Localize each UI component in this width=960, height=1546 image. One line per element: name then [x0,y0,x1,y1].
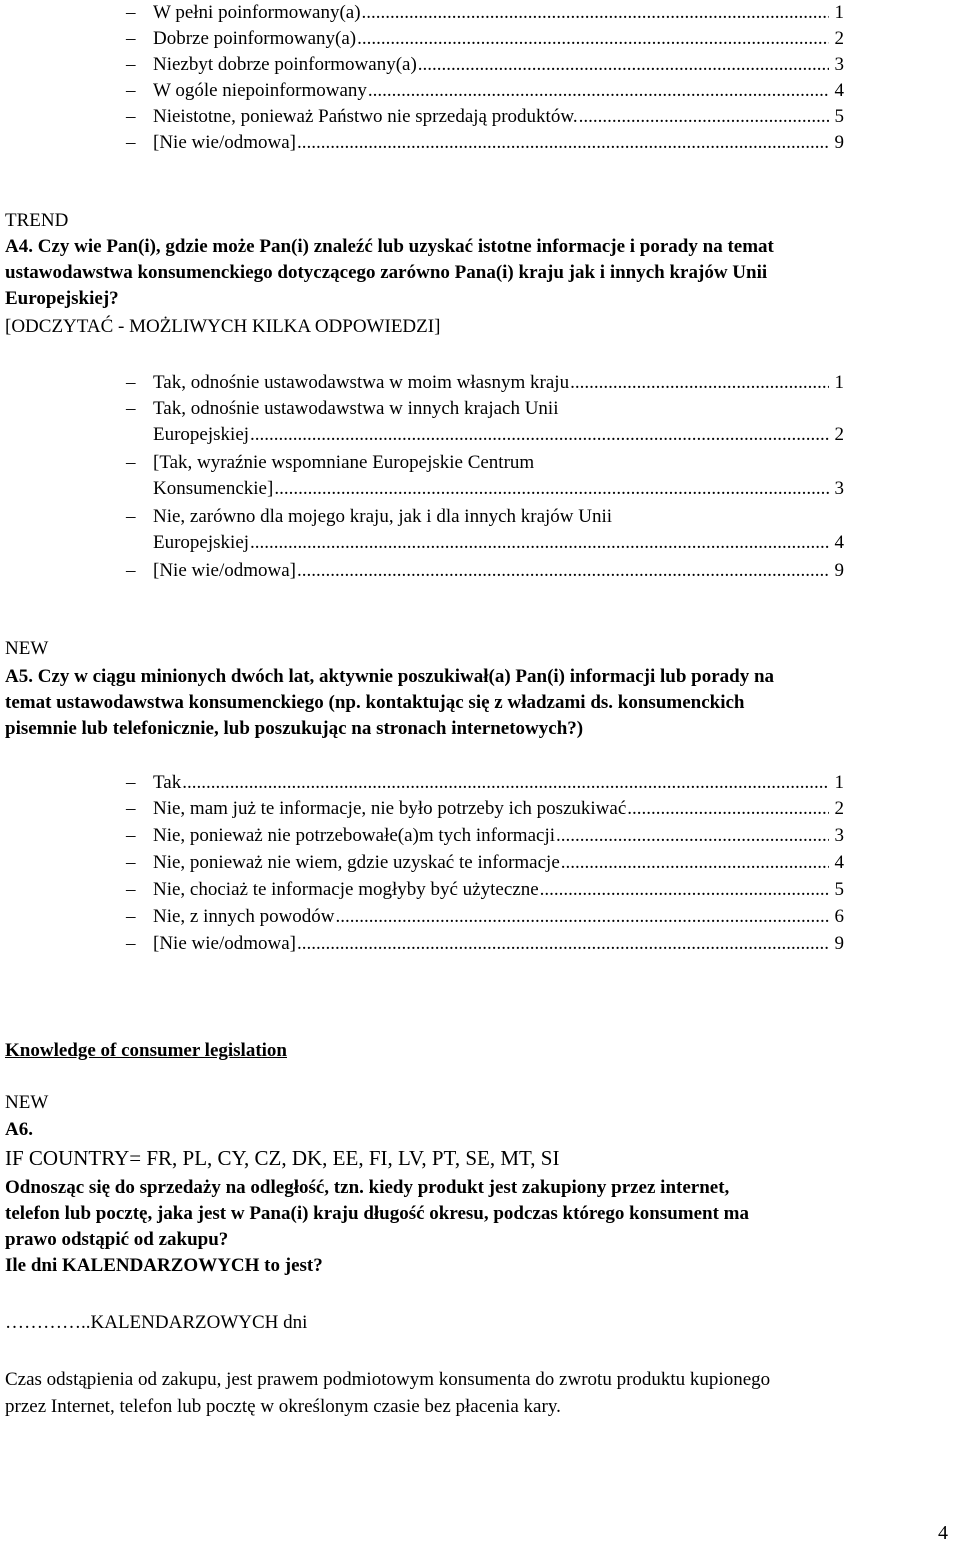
bullet-dash: – [126,879,136,900]
bullet-dash: – [126,852,136,873]
bullet-dash: – [126,452,136,473]
question-line: temat ustawodawstwa konsumenckiego (np. kontaktując się z władzami ds. konsumenckich [5,692,745,713]
bullet-dash: – [126,798,136,819]
question-line: prawo odstąpić od zakupu? [5,1229,229,1250]
question-number: A5. [5,666,33,687]
question-a6 [5,1175,957,1279]
bullet-dash: – [126,506,136,527]
country-filter: IF COUNTRY= FR, PL, CY, CZ, DK, EE, FI, LV, PT, SE, MT, SI [5,1146,560,1170]
bullet-dash: – [126,825,136,846]
bullet-dash: – [126,54,136,75]
answer-blank: …………..KALENDARZOWYCH dni [5,1312,308,1333]
question-line: pisemnie lub telefonicznie, lub poszukując na stronach internetowych?) [5,718,584,739]
sub-question: Ile dni KALENDARZOWYCH to jest? [5,1255,323,1276]
bullet-dash: – [126,2,136,23]
bullet-dash: – [126,132,136,153]
question-line: telefon lub pocztę, jaka jest w Pana(i) kraju długość okresu, podczas którego konsument ma [5,1203,749,1224]
question-line: Odnosząc się do sprzedaży na odległość, tzn. kiedy produkt jest zakupiony przez internet, [5,1177,730,1198]
question-line: Europejskiej? [5,288,119,309]
section-heading: Knowledge of consumer legislation [5,1040,288,1061]
bullet-dash: – [126,28,136,49]
bullet-dash: – [126,560,136,581]
new-tag: NEW [5,638,49,659]
bullet-dash: – [126,933,136,954]
bullet-dash: – [126,906,136,927]
question-line: Czy wie Pan(i), gdzie może Pan(i) znaleźć lub uzyskać istotne informacje i porady na temat [37,236,774,257]
bullet-dash: – [126,106,136,127]
bullet-dash: – [126,80,136,101]
trend-tag: TREND [5,210,69,231]
bullet-dash: – [126,372,136,393]
bullet-dash: – [126,772,136,793]
question-number: A6. [5,1119,33,1140]
question-line: ustawodawstwa konsumenckiego dotyczącego zarówno Pana(i) kraju jak i innych krajów Unii [5,262,768,283]
question-a4 [5,234,957,312]
note-line: przez Internet, telefon lub pocztę w określonym czasie bez płacenia kary. [5,1396,561,1417]
bullet-dash: – [126,398,136,419]
page-number: 4 [938,1522,948,1544]
question-line: Czy w ciągu minionych dwóch lat, aktywnie poszukiwał(a) Pan(i) informacji lub porady na [37,666,775,687]
question-a5 [5,664,957,742]
instruction: [ODCZYTAĆ - MOŻLIWYCH KILKA ODPOWIEDZI] [5,316,441,337]
note-line: Czas odstąpienia od zakupu, jest prawem podmiotowym konsumenta do zwrotu produktu kupionego [5,1369,771,1390]
new-tag: NEW [5,1092,49,1113]
question-number: A4. [5,236,33,257]
